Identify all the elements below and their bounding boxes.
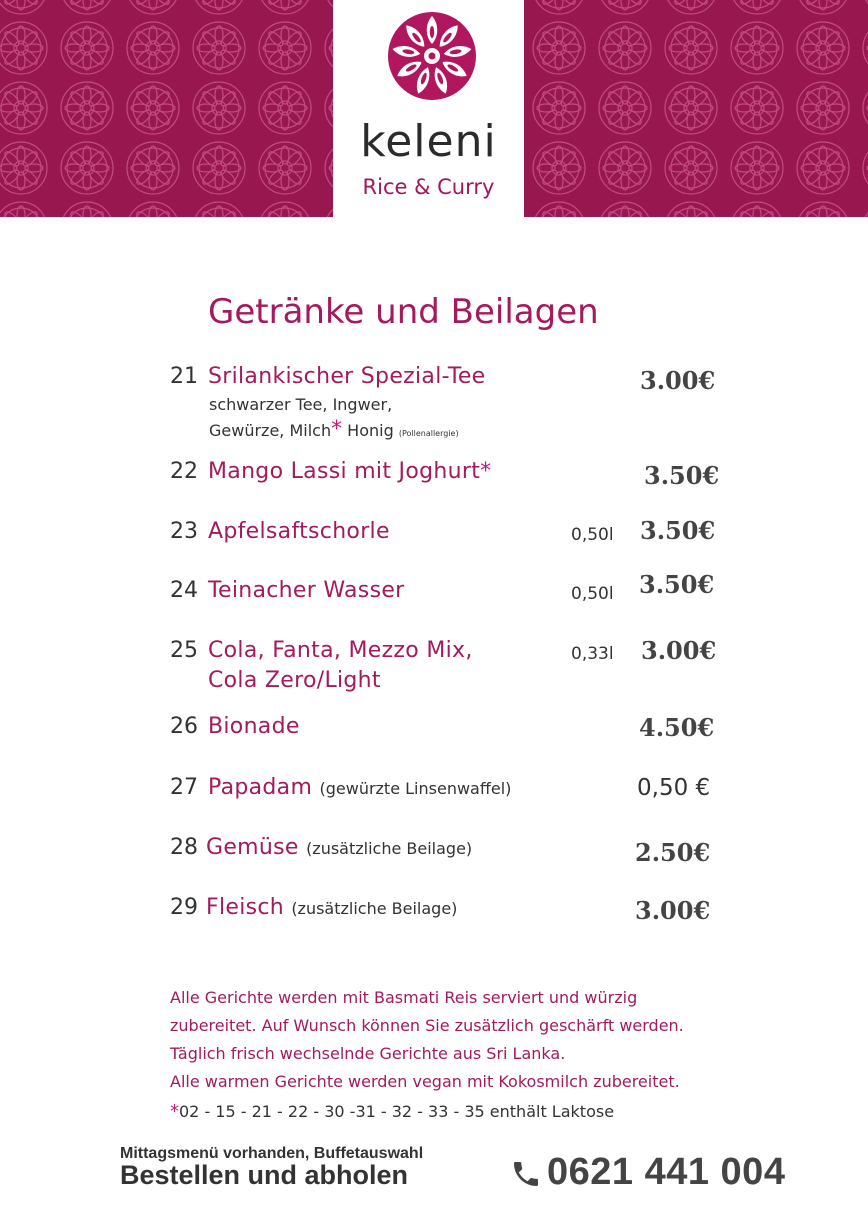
item-note: (gewürzte Linsenwaffel) <box>319 779 512 798</box>
item-name: Apfelsaftschorle <box>208 519 390 544</box>
item-price: 2.50€ <box>635 838 711 867</box>
header-banner-left <box>0 0 333 217</box>
footnote-line: zubereitet. Auf Wunsch können Sie zusätzlich geschärft werden. <box>170 1016 684 1035</box>
mandala-pattern-left <box>0 0 333 217</box>
item-price: 3.00€ <box>640 366 716 395</box>
menu-heading: Getränke und Beilagen <box>208 292 599 332</box>
item-note: (zusätzliche Beilage) <box>306 839 473 858</box>
item-name-line2: Cola Zero/Light <box>208 668 381 693</box>
item-volume: 0,50l <box>571 525 614 545</box>
item-number: 29 <box>170 895 198 920</box>
lactose-star-icon: * <box>480 459 492 484</box>
item-note: (zusätzliche Beilage) <box>291 899 458 918</box>
menu-footnote <box>170 984 790 1096</box>
item-number: 26 <box>170 714 198 739</box>
keleni-logo-icon <box>386 10 478 102</box>
item-number: 24 <box>170 578 198 603</box>
item-price: 3.00€ <box>635 896 711 925</box>
lactose-star-icon: * <box>331 417 343 442</box>
item-description-2: Gewürze, Milch* Honig (Pollenallergie) <box>209 417 459 442</box>
brand-name: keleni <box>360 116 497 167</box>
item-name: Cola, Fanta, Mezzo Mix, <box>208 638 473 663</box>
item-number: 21 <box>170 364 198 389</box>
item-price: 0,50 € <box>637 775 711 801</box>
item-price: 3.50€ <box>644 461 720 490</box>
item-number: 22 <box>170 459 198 484</box>
item-name: Fleisch (zusätzliche Beilage) <box>206 895 458 920</box>
item-number: 28 <box>170 835 198 860</box>
item-name: Teinacher Wasser <box>208 578 405 603</box>
phone-number[interactable]: 0621 441 004 <box>547 1151 786 1193</box>
item-name: Papadam (gewürzte Linsenwaffel) <box>208 775 512 800</box>
lactose-star-icon: * <box>170 1101 179 1122</box>
footnote-line: Täglich frisch wechselnde Gerichte aus Sri Lanka. <box>170 1044 566 1063</box>
header-banner-right <box>524 0 868 217</box>
item-name: Srilankischer Spezial-Tee <box>208 364 486 389</box>
item-price: 4.50€ <box>639 713 715 742</box>
item-price: 3.50€ <box>639 570 715 599</box>
item-number: 25 <box>170 638 198 663</box>
pickup-info: Bestellen und abholen <box>120 1160 409 1190</box>
footnote-line: Alle Gerichte werden mit Basmati Reis serviert und würzig <box>170 988 638 1007</box>
item-name: Mango Lassi mit Joghurt* <box>208 459 492 484</box>
item-volume: 0,33l <box>571 644 614 664</box>
item-name: Gemüse (zusätzliche Beilage) <box>206 835 473 860</box>
lactose-note: *02 - 15 - 21 - 22 - 30 -31 - 32 - 33 - 35 enthält Laktose <box>170 1101 615 1122</box>
lunch-info: Mittagsmenü vorhanden, Buffetauswahl <box>120 1145 424 1162</box>
item-name: Bionade <box>208 714 300 739</box>
phone-icon <box>510 1158 542 1190</box>
brand-tagline: Rice & Curry <box>362 175 495 199</box>
item-number: 23 <box>170 519 198 544</box>
footnote-line: Alle warmen Gerichte werden vegan mit Kokosmilch zubereitet. <box>170 1072 680 1091</box>
item-price: 3.50€ <box>640 516 716 545</box>
mandala-pattern-right <box>524 0 868 217</box>
item-number: 27 <box>170 775 198 800</box>
logo-box <box>333 0 524 217</box>
item-price: 3.00€ <box>641 636 717 665</box>
item-volume: 0,50l <box>571 584 614 604</box>
item-description: schwarzer Tee, Ingwer, <box>209 395 393 414</box>
